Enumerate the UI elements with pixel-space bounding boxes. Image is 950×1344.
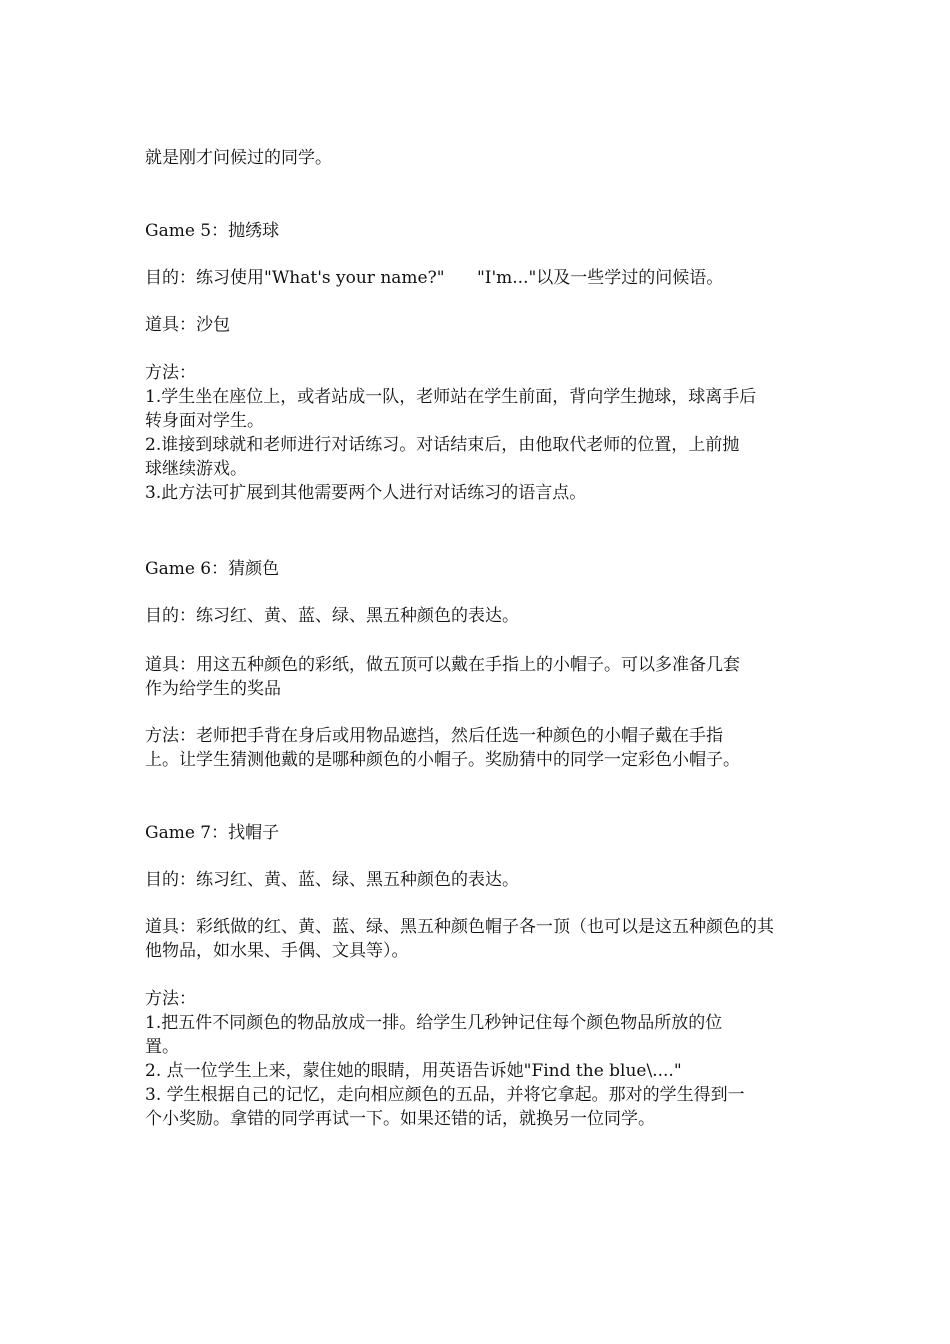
game5-method-line: 球继续游戏。 (145, 459, 247, 479)
game7-method-line: 3. 学生根据自己的记忆，走向相应颜色的五品，并将它拿起。那对的学生得到一 (145, 1085, 745, 1105)
game6-purpose: 目的：练习红、黄、蓝、绿、黑五种颜色的表达。 (145, 606, 519, 626)
game7-method-line: 个小奖励。拿错的同学再试一下。如果还错的话，就换另一位同学。 (145, 1109, 655, 1129)
game5-props: 道具：沙包 (145, 315, 230, 335)
game7-method-label: 方法： (145, 989, 196, 1009)
game5-method-line: 1.学生坐在座位上，或者站成一队，老师站在学生前面，背向学生抛球，球离手后 (145, 387, 757, 407)
game6-props-line: 作为给学生的奖品 (145, 679, 281, 699)
game5-purpose: 目的：练习使用"What's your name?" "I'm..."以及一些学过的问候语。 (145, 268, 724, 288)
game5-method-line: 转身面对学生。 (145, 411, 264, 431)
game6-method-line: 方法：老师把手背在身后或用物品遮挡，然后任选一种颜色的小帽子戴在手指 (145, 726, 723, 746)
game5-method-line: 2.谁接到球就和老师进行对话练习。对话结束后，由他取代老师的位置，上前抛 (145, 435, 740, 455)
game5-title: Game 5：抛绣球 (145, 221, 280, 241)
game6-title: Game 6：猜颜色 (145, 559, 280, 579)
game7-method-line: 2. 点一位学生上来，蒙住她的眼睛，用英语告诉她"Find the blue\...." (145, 1061, 682, 1081)
game7-title: Game 7：找帽子 (145, 823, 280, 843)
game7-method-line: 1.把五件不同颜色的物品放成一排。给学生几秒钟记住每个颜色物品所放的位 (145, 1013, 723, 1033)
game7-method-line: 置。 (145, 1037, 179, 1057)
game7-props-line: 道具：彩纸做的红、黄、蓝、绿、黑五种颜色帽子各一顶（也可以是这五种颜色的其 (145, 917, 774, 937)
game7-purpose: 目的：练习红、黄、蓝、绿、黑五种颜色的表达。 (145, 870, 519, 890)
game7-props-line: 他物品，如水果、手偶、文具等）。 (145, 941, 409, 961)
game5-method-line: 3.此方法可扩展到其他需要两个人进行对话练习的语言点。 (145, 483, 587, 503)
continuation-text: 就是刚才问候过的同学。 (145, 148, 332, 168)
game5-method-label: 方法： (145, 363, 196, 383)
game6-method-line: 上。让学生猜测他戴的是哪种颜色的小帽子。奖励猜中的同学一定彩色小帽子。 (145, 750, 740, 770)
game6-props-line: 道具：用这五种颜色的彩纸，做五顶可以戴在手指上的小帽子。可以多准备几套 (145, 655, 740, 675)
